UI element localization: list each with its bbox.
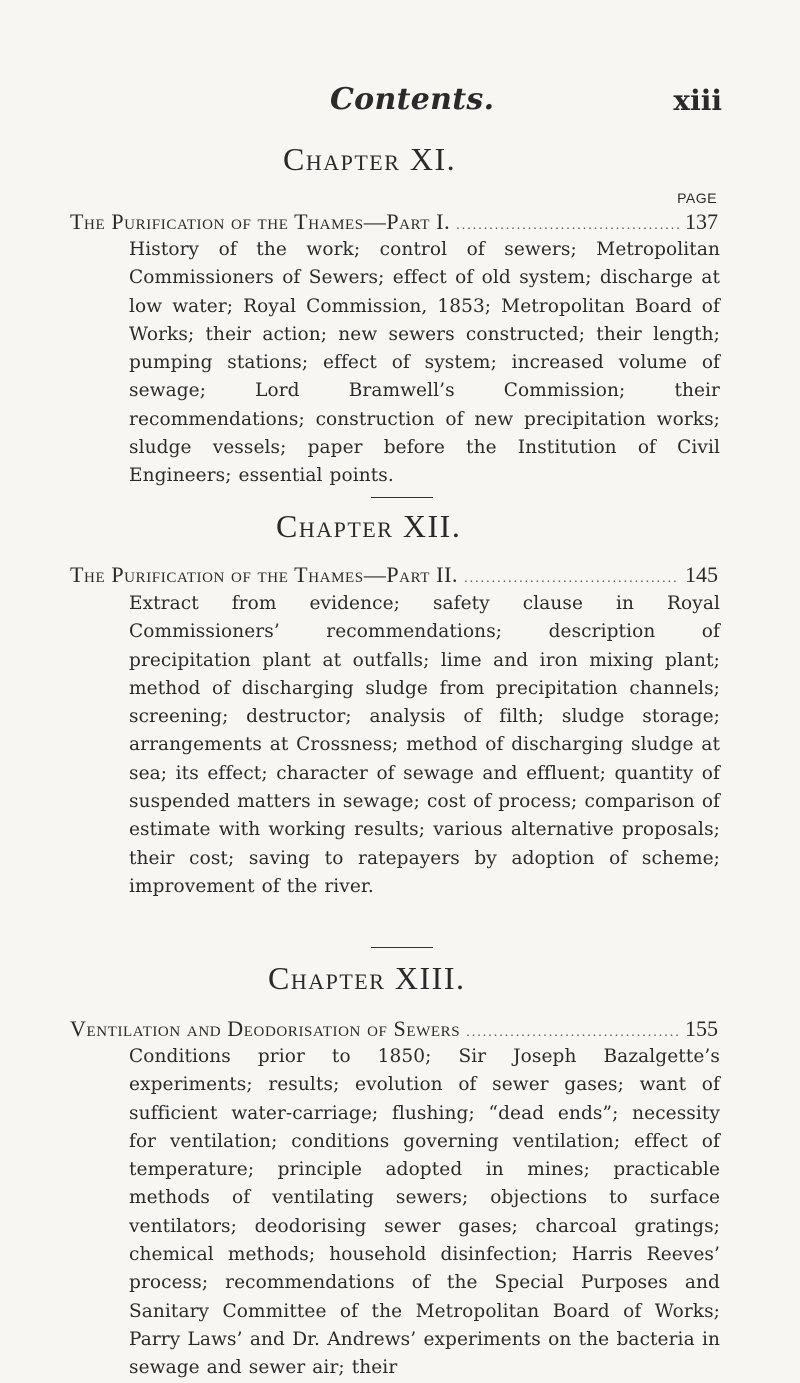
section-divider [371, 497, 433, 498]
chapter-heading: Chapter XII. [276, 508, 462, 544]
toc-entry-page: 145 [685, 562, 718, 587]
dot-leader [456, 218, 679, 234]
chapter-heading: Chapter XIII. [268, 960, 466, 996]
toc-entry[interactable] [70, 1016, 718, 1042]
toc-entry[interactable] [70, 562, 718, 588]
toc-entry-page: 155 [685, 1016, 718, 1041]
page-column-label: PAGE [677, 190, 717, 206]
dot-leader [466, 1025, 679, 1041]
chapter-summary: Extract from evidence; safety clause in Royal Commissioners’ recommendations; description of precipitation plant at outfalls; lime and iron mixing plant; method of discharging sludge from precipitation channels; screening; destructor; analysis of filth; sludge storage; arrangements at Crossness; method of discharging sludge at sea; its effect; character of sewage and effluent; quantity of suspended matters in sewage; cost of process; comparison of estimate with working results; various alternative proposals; their cost; saving to ratepayers by adoption of scheme; improvement of the river. [129, 593, 720, 897]
toc-entry-title: The Purification of the Thames—Part I. [70, 209, 451, 234]
running-head-title: Contents. [330, 82, 495, 117]
running-head-page-number: xiii [673, 84, 722, 117]
toc-entry[interactable] [70, 209, 718, 235]
chapter-summary: Conditions prior to 1850; Sir Joseph Bazalgette’s experiments; results; evolution of sewer gases; want of sufficient water-carriage; flushing; “dead ends”; necessity for ventilation; conditions governing ventilation; effect of temperature; principle adopted in mines; practicable methods of ventilating sewers; objections to surface ventilators; deodorising sewer gases; charcoal gratings; chemical methods; household disinfection; Harris Reeves’ process; recommendations of the Special Purposes and Sanitary Committee of the Metropolitan Board of Works; Parry Laws’ and Dr. Andrews’ experiments on the bacteria in sewage and sewer air; their [129, 1046, 720, 1379]
toc-entry-title: Ventilation and Deodorisation of Sewers [70, 1016, 461, 1041]
dot-leader [464, 571, 679, 587]
section-divider [371, 947, 433, 948]
toc-entry-page: 137 [685, 209, 718, 234]
chapter-heading: Chapter XI. [283, 141, 457, 177]
toc-entry-title: The Purification of the Thames—Part II. [70, 562, 459, 587]
chapter-summary: History of the work; control of sewers; Metropolitan Commissioners of Sewers; effect of old system; discharge at low water; Royal Commission, 1853; Metropolitan Board of Works; their action; new sewers constructed; their length; pumping stations; effect of system; increased volume of sewage; Lord Bramwell’s Commission; their recommendations; construction of new precipitation works; sludge vessels; paper before the Institution of Civil Engineers; essential points. [129, 239, 720, 487]
